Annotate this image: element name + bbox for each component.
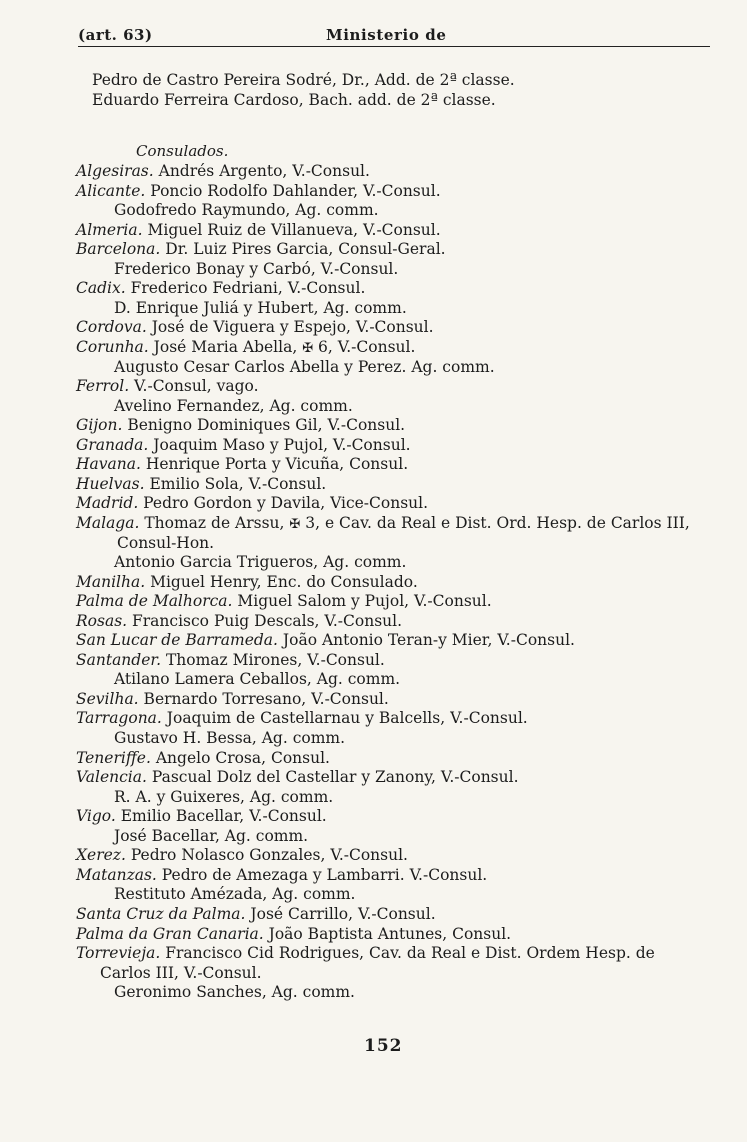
entry-text: Miguel Henry, Enc. do Consulado.	[145, 572, 418, 591]
consulate-entry	[114, 299, 407, 318]
place-name: Gijon.	[76, 416, 123, 435]
place-name: Huelvas.	[76, 474, 145, 493]
place-name: Teneriffe.	[76, 748, 151, 767]
entry-text: Joaquim de Castellarnau y Balcells, V.-Consul.	[161, 709, 528, 728]
entry-text: Pascual Dolz del Castellar y Zanony, V.-Consul.	[146, 768, 519, 787]
consulate-entry	[76, 749, 330, 768]
consulate-entry	[76, 279, 365, 298]
consulate-entry	[114, 201, 379, 220]
consulate-entry	[76, 416, 405, 435]
header-rule	[78, 46, 710, 47]
entry-text: João Antonio Teran-y Mier, V.-Consul.	[277, 631, 575, 650]
consulate-entry	[76, 690, 389, 709]
entry-text: Miguel Ruiz de Villanueva, V.-Consul.	[142, 220, 441, 239]
consulate-entry	[76, 592, 492, 611]
place-name: Granada.	[76, 435, 149, 454]
place-name: Tarragona.	[76, 709, 162, 728]
consulate-entry	[76, 866, 487, 885]
consulate-entry	[76, 944, 655, 963]
consulate-entry	[76, 182, 441, 201]
staff-line: Eduardo Ferreira Cardoso, Bach. add. de 2ª classe.	[92, 91, 496, 109]
entry-text: José de Viguera y Espejo, V.-Consul.	[146, 318, 434, 337]
consulate-entry	[76, 651, 385, 670]
consulate-entry	[114, 397, 353, 416]
place-name: Santander.	[76, 650, 162, 669]
consulate-entry	[76, 709, 528, 728]
consulate-entry	[76, 338, 415, 358]
consulate-entry	[114, 553, 406, 572]
running-title: Ministerio de	[326, 26, 447, 44]
entry-text: Antonio Garcia Trigueros, Ag. comm.	[114, 553, 407, 571]
place-name: Manilha.	[76, 572, 146, 591]
place-name: Ferrol.	[76, 377, 130, 396]
order-cross-icon: ✠	[289, 516, 301, 532]
consulate-entry	[76, 768, 519, 787]
entry-text: Emilio Bacellar, V.-Consul.	[115, 807, 327, 826]
entry-text: Henrique Porta y Vicuña, Consul.	[140, 455, 409, 474]
place-name: San Lucar de Barrameda.	[76, 631, 278, 650]
entry-text: Consul-Hon.	[117, 533, 215, 552]
consulate-entry	[76, 631, 575, 650]
place-name: Palma de Malhorca.	[76, 592, 233, 611]
place-name: Matanzas.	[76, 865, 157, 884]
entry-text: Thomaz Mirones, V.-Consul.	[161, 650, 385, 669]
place-name: Almeria.	[76, 220, 143, 239]
place-name: Rosas.	[76, 611, 128, 630]
consulate-entry	[114, 729, 345, 748]
consulate-entry	[117, 534, 214, 553]
section-heading: Consulados.	[136, 142, 229, 160]
running-header	[78, 26, 708, 46]
entry-text: Augusto Cesar Carlos Abella y Perez. Ag. comm.	[114, 357, 495, 376]
entry-text: Francisco Puig Descals, V.-Consul.	[127, 611, 403, 630]
place-name: Santa Cruz da Palma.	[76, 904, 246, 923]
consulate-entry	[114, 983, 355, 1002]
consulate-entry	[114, 670, 400, 689]
entry-text: R. A. y Guixeres, Ag. comm.	[114, 787, 334, 806]
consulate-entry	[76, 318, 434, 337]
entry-text: José Maria Abella,	[148, 338, 303, 356]
place-name: Torrevieja.	[76, 944, 161, 962]
entry-text: D. Enrique Juliá y Hubert, Ag. comm.	[114, 298, 407, 317]
consulate-entry	[76, 240, 446, 259]
consulate-entry	[76, 612, 402, 631]
consulate-entry	[114, 260, 398, 279]
place-name: Havana.	[76, 455, 141, 474]
consulate-entry	[76, 377, 259, 396]
consulate-entry	[114, 788, 333, 807]
place-name: Alicante.	[76, 181, 146, 200]
entry-text: Thomaz de Arssu,	[139, 513, 290, 532]
page-number: 152	[364, 1036, 403, 1056]
place-name: Corunha.	[76, 338, 149, 356]
entry-text: Emilio Sola, V.-Consul.	[144, 474, 327, 493]
place-name: Sevilha.	[76, 689, 139, 708]
consulate-entry	[76, 514, 690, 534]
entry-text: José Carrillo, V.-Consul.	[245, 904, 436, 923]
place-name: Cadix.	[76, 279, 126, 298]
entry-text: Pedro Nolasco Gonzales, V.-Consul.	[125, 846, 408, 865]
entry-text: Frederico Fedriani, V.-Consul.	[125, 279, 366, 298]
entry-text: Frederico Bonay y Carbó, V.-Consul.	[114, 259, 399, 278]
place-name: Cordova.	[76, 318, 147, 337]
consulate-entry	[100, 964, 262, 983]
entry-text: Dr. Luiz Pires Garcia, Consul-Geral.	[160, 240, 446, 259]
consulate-entry	[76, 925, 511, 944]
place-name: Barcelona.	[76, 240, 161, 259]
entry-text: Pedro Gordon y Davila, Vice-Consul.	[138, 494, 429, 513]
entry-text: Godofredo Raymundo, Ag. comm.	[114, 201, 379, 220]
consulate-entry	[114, 827, 308, 846]
entry-text: Andrés Argento, V.-Consul.	[153, 162, 370, 180]
entry-text: Poncio Rodolfo Dahlander, V.-Consul.	[145, 181, 441, 200]
entry-text: José Bacellar, Ag. comm.	[114, 826, 309, 845]
consulate-entry	[76, 573, 418, 592]
consulate-entry	[76, 455, 408, 474]
place-name: Vigo.	[76, 807, 116, 826]
entry-text: Angelo Crosa, Consul.	[150, 748, 330, 767]
consulate-entry	[76, 846, 408, 865]
consulate-entry	[76, 475, 326, 494]
entry-text: Miguel Salom y Pujol, V.-Consul.	[232, 592, 492, 611]
entry-text: Carlos III, V.-Consul.	[100, 963, 262, 982]
consulate-entry	[76, 162, 370, 181]
place-name: Malaga.	[76, 513, 140, 532]
entry-text: 3, e Cav. da Real e Dist. Ord. Hesp. de Carlos III,	[300, 513, 690, 532]
consulate-entry	[114, 885, 355, 904]
entry-text: Francisco Cid Rodrigues, Cav. da Real e Dist. Ordem Hesp. de	[160, 944, 655, 962]
entry-text: Atilano Lamera Ceballos, Ag. comm.	[114, 670, 401, 689]
entry-text: João Baptista Antunes, Consul.	[263, 924, 512, 943]
place-name: Algesiras.	[76, 162, 154, 180]
consulate-entry	[76, 807, 327, 826]
consulate-entry	[76, 221, 441, 240]
staff-line: Pedro de Castro Pereira Sodré, Dr., Add. de 2ª classe.	[92, 71, 515, 89]
entry-text: 6, V.-Consul.	[313, 338, 416, 356]
consulate-entry	[114, 358, 495, 377]
place-name: Xerez.	[76, 846, 126, 865]
entry-text: Avelino Fernandez, Ag. comm.	[114, 396, 353, 415]
article-reference: (art. 63)	[78, 26, 153, 44]
entry-text: Geronimo Sanches, Ag. comm.	[114, 983, 355, 1002]
entry-text: Restituto Amézada, Ag. comm.	[114, 885, 356, 904]
place-name: Palma da Gran Canaria.	[76, 924, 264, 943]
consulate-entry	[76, 494, 428, 513]
entry-text: Joaquim Maso y Pujol, V.-Consul.	[148, 435, 411, 454]
entry-text: Gustavo H. Bessa, Ag. comm.	[114, 729, 346, 747]
place-name: Valencia.	[76, 768, 147, 787]
entry-text: V.-Consul, vago.	[129, 377, 259, 396]
entry-text: Pedro de Amezaga y Lambarri. V.-Consul.	[156, 865, 488, 884]
place-name: Madrid.	[76, 494, 139, 513]
consulate-entry	[76, 436, 411, 455]
entry-text: Benigno Dominiques Gil, V.-Consul.	[122, 416, 406, 435]
consulate-entry	[76, 905, 436, 924]
entry-text: Bernardo Torresano, V.-Consul.	[138, 689, 389, 708]
order-cross-icon: ✠	[302, 341, 314, 356]
